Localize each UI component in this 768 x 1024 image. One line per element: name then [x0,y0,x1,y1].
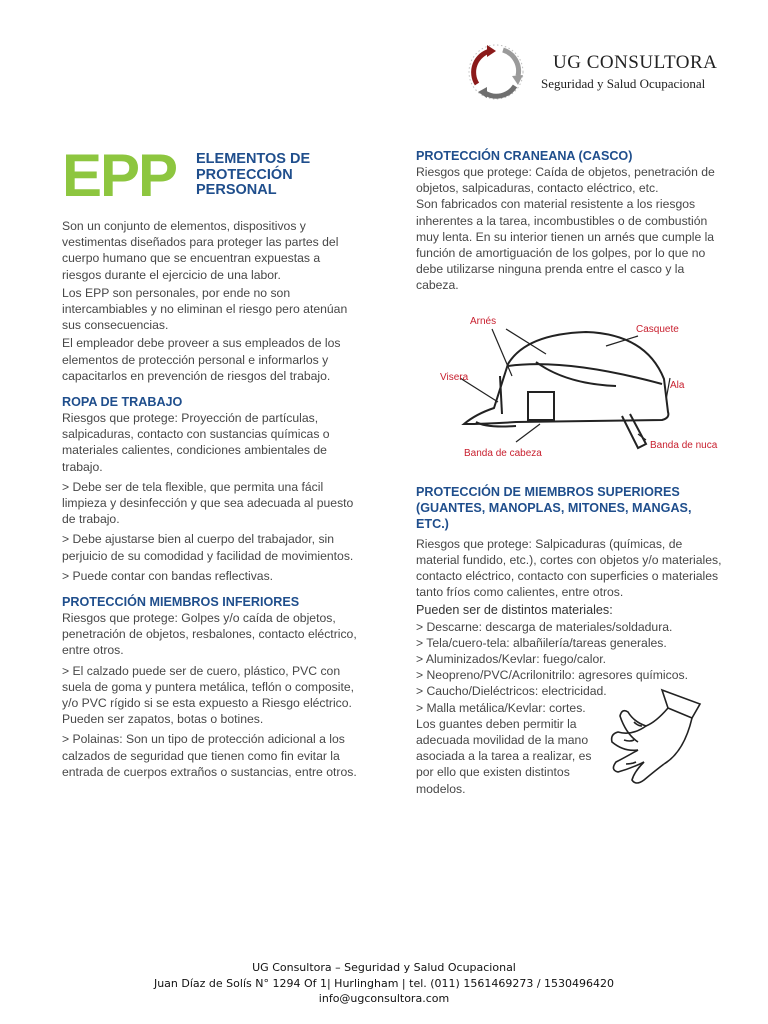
list-item: > Descarne: descarga de materiales/soldadura. [416,619,673,634]
left-column [62,142,362,780]
list-item: > Aluminizados/Kevlar: fuego/calor. [416,652,607,667]
superiores-heading: PROTECCIÓN DE MIEMBROS SUPERIORES (GUANTES, MANOPLAS, MITONES, MANGAS, ETC.) [416,484,692,531]
recycle-arrows-icon [463,40,529,104]
ropa-heading: ROPA DE TRABAJO [62,395,183,410]
craneana-paragraph: Riesgos que protege: Caída de objetos, penetración de objetos, salpicaduras, contacto eléctrico, etc. [416,165,715,196]
intro-paragraph: El empleador debe proveer a sus empleados de los elementos de protección personal e informarlos y capacitarlos en prevención de riesgos del trabajo. [62,336,341,383]
document-title [196,152,366,199]
label-arnes: Arnés [470,315,497,327]
list-item: > Tela/cuero-tela: albañilería/tareas generales. [416,635,667,650]
list-item: > Caucho/Dieléctricos: electricidad. [416,684,607,699]
inferiores-heading: PROTECCIÓN MIEMBROS INFERIORES [62,595,300,610]
glove-icon [604,682,704,792]
footer-address: Juan Díaz de Solís N° 1294 Of 1| Hurlingham | tel. (011) 1561469273 / 1530496420 [153,976,615,990]
craneana-heading: PROTECCIÓN CRANEANA (CASCO) [416,149,633,163]
helmet-figure [416,304,722,464]
materials-heading: Pueden ser de distintos materiales: [416,603,613,618]
superiores-risks: Riesgos que protege: Salpicaduras (químicas, de material fundido, etc.), cortes con objetos y/o materiales, contacto eléctrico, contacto con superficies o materiales tanto fríos como calientes, entre otros. [416,536,722,600]
epp-acronym: EPP [62,142,177,209]
ropa-bullet: > Puede contar con bandas reflectivas. [62,568,274,583]
inferiores-paragraph: Pueden ser zapatos, botas o botines. [62,712,264,727]
logo-tagline: Seguridad y Salud Ocupacional [541,76,706,91]
ropa-bullet: > Debe ser de tela flexible, que permita una fácil limpieza y desinfección y que sea adecuada al puesto de trabajo. [62,479,354,527]
label-casquete: Casquete [636,323,679,335]
intro-paragraph: Los EPP son personales, por ende no son intercambiables y no eliminan el riesgo pero atenúan sus consecuencias. [62,285,348,333]
title-line: PROTECCIÓN [196,166,293,183]
footer-email[interactable]: info@ugconsultora.com [318,992,450,1005]
ropa-paragraph: Riesgos que protege: Proyección de partículas, salpicaduras, contacto con sustancias químicas o materiales calientes, condiciones ambientales de trabajo. [62,411,330,474]
logo-name: UG CONSULTORA [553,52,718,73]
gloves-closing-text: Los guantes deben permitir la adecuada movilidad de la mano asociada a la tarea a realizar, es por ello que existen distintos modelos. [416,716,592,796]
ropa-bullet: > Debe ajustarse bien al cuerpo del trabajador, sin perjuicio de su comodidad y facilidad de movimientos. [62,532,354,563]
document-header [62,142,362,214]
page-footer [0,960,768,1007]
inferiores-paragraph: Riesgos que protege: Golpes y/o caída de objetos, penetración de objetos, resbalones, contacto eléctrico, entre otros. [62,611,357,658]
label-banda-cabeza: Banda de cabeza [464,447,542,459]
footer-company: UG Consultora – Seguridad y Salud Ocupacional [252,961,516,974]
inferiores-bullet: > El calzado puede ser de cuero, plástico, PVC con suela de goma y puntera metálica, teflón o composite, y/o PVC rígido si se esta expuesto a Riesgo eléctrico. [62,663,354,711]
label-ala: Ala [670,379,685,391]
title-line: PERSONAL [196,182,277,198]
company-logo [463,40,723,110]
list-item: > Neopreno/PVC/Acrilonitrilo: agresores químicos. [416,668,688,683]
title-line: ELEMENTOS DE [196,151,311,167]
craneana-paragraph: Son fabricados con material resistente a los riesgos inherentes a la tarea, incombustibles o de combustión muy lenta. En su interior tienen un arnés que cumple la función de amortiguación de los golpes, por lo que no debe utilizarse ninguna prenda entre el casco y la cabeza. [416,197,715,293]
label-visera: Visera [440,371,469,383]
label-banda-nuca: Banda de nuca [650,439,718,451]
intro-paragraph: Son un conjunto de elementos, dispositivos y vestimentas diseñados para proteger las partes del cuerpo humano que se encuentran expuestas a riesgos durante el ejercicio de una labor. [62,219,339,282]
list-item: > Malla metálica/Kevlar: cortes. [416,700,586,715]
inferiores-bullet: > Polainas: Son un tipo de protección adicional a los calzados de seguridad que tienen como fin evitar la entrada de cuerpos extraños o sustancias, entre otros. [62,732,357,779]
